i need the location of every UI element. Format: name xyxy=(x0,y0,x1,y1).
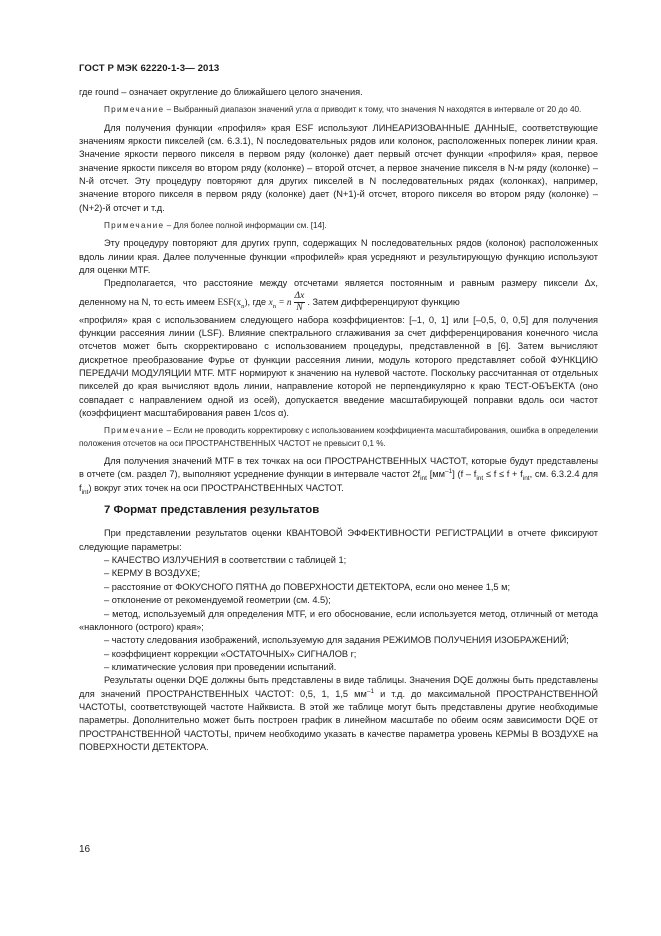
list-item: – КАЧЕСТВО ИЗЛУЧЕНИЯ в соответствии с таблицей 1; xyxy=(104,555,347,566)
dqe-sup: –1 xyxy=(366,687,375,695)
note-label: Примечание xyxy=(104,105,165,115)
note-1 xyxy=(79,104,598,116)
mtf-text-c: ] (f – f xyxy=(452,469,477,480)
sampling-text: Предполагается, что расстояние между отсчетами является постоянным и равным размеру пиксели Δx, деленному на N, то есть имеем xyxy=(79,278,598,307)
list-item: – климатические условия при проведении испытаний. xyxy=(104,661,337,672)
paragraph-esf: Для получения функции «профиля» края ESF используют ЛИНЕАРИЗОВАННЫЕ ДАННЫЕ, соответствующие значениям яркости пикселей (см. 6.3.1), N последовательных рядов или колонок, расположенных поперек линии края. Значение яркости первого пикселя в первом ряду (колонке) дает первый отсчет функции «профиля» края, первое значение яркости пикселя во втором ряду (колонке) – второй отсчет, а первое значение пикселя в N-м ряду (колонке) – N-й отсчет. Эту процедуру повторяют для других пикселей в N последовательных рядах (колонках), например, значение второго пикселя в первом ряду (колонке) дает (N+1)-й отсчет, второго пикселя во втором ряду (колонке) – (N+2)-й отсчет и т.д. xyxy=(79,122,598,213)
note-2-body: – Для более полной информации см. [14]. xyxy=(164,221,327,231)
formula-sub-n: n xyxy=(241,302,245,310)
formula-where: , где xyxy=(247,296,267,307)
formula-eq: = n xyxy=(276,297,292,308)
list-item: – частоту следования изображений, используемую для задания РЕЖИМОВ ПОЛУЧЕНИЯ ИЗОБРАЖЕНИЙ; xyxy=(104,635,569,646)
list-item: – коэффициент коррекции «ОСТАТОЧНЫХ» СИГНАЛОВ r; xyxy=(104,648,357,659)
paragraph-sampling xyxy=(79,277,598,313)
list-item: – метод, используемый для определения MTF, и его обоснование, если используется метод, отличный от метода «наклонного (острого) края»; xyxy=(79,608,598,632)
note-label: Примечание xyxy=(104,221,165,231)
formula-xn xyxy=(269,298,292,308)
note-2 xyxy=(79,220,598,232)
list-item: – расстояние от ФОКУСНОГО ПЯТНА до ПОВЕРХНОСТИ ДЕТЕКТОРА, если оно менее 1,5 м; xyxy=(104,581,511,592)
sampling-tail: . Затем дифференцируют функцию xyxy=(307,296,460,307)
formula-xn-sub: n xyxy=(272,302,277,310)
list-item: – отклонение от рекомендуемой геометрии (см. 4.5); xyxy=(104,595,331,606)
mtf-text-e: , см. 6.3.2.4 для f xyxy=(79,469,598,493)
mtf-text-d: ≤ f ≤ f + f xyxy=(483,469,523,480)
mtf-sup: –1 xyxy=(445,468,453,476)
note-1-body: – Выбранный диапазон значений угла α приводит к тому, что значения N находятся в интервале от 20 до 40. xyxy=(164,105,582,115)
formula-fraction xyxy=(294,291,306,314)
mtf-text-a: Для получения значений MTF в тех точках на оси ПРОСТРАНСТВЕННЫХ ЧАСТОТ, которые будут представлены в отчете (см. раздел 7), выполняют усреднение функции в интервале частот 2f xyxy=(79,456,598,480)
dqe-text-a: Результаты оценки DQE должны быть представлены в виде таблицы. Значения DQE должны быть представлены для значений ПРОСТРАНСТВЕННЫХ ЧАСТОТ: 0,5, 1, 1,5 мм xyxy=(79,675,598,699)
note-label: Примечание xyxy=(104,426,165,436)
mtf-sub-int: int xyxy=(476,475,484,483)
mtf-sub-int: int xyxy=(81,488,89,496)
mtf-text-f: ) вокруг этих точек на оси ПРОСТРАНСТВЕННЫХ ЧАСТОТ. xyxy=(88,482,344,493)
formula-esf xyxy=(217,298,247,308)
formula-close: ) xyxy=(244,297,248,308)
paragraph-repeat: Эту процедуру повторяют для других групп, содержащих N последовательных рядов (колонок) расположенных вдоль линии края. Далее полученные функции «профилей» края усредняют и результирующую функцию используют для оценки MTF. xyxy=(79,238,598,276)
page-body xyxy=(79,86,598,754)
list-item: – КЕРМУ В ВОЗДУХЕ; xyxy=(104,568,201,579)
note-3-body: – Если не проводить корректировку с использованием коэффициента масштабирования, ошибка в определении положения отсчетов на оси ПРОСТРАНСТВЕННЫХ ЧАСТОТ не превысит 0,1 %. xyxy=(79,426,598,448)
paragraph-round: где round – означает округление до ближайшего целого значения. xyxy=(79,87,363,97)
paragraph-mtf-averaging xyxy=(79,455,598,495)
mtf-text-b: [мм xyxy=(426,469,445,480)
paragraph-coefficients: «профиля» края с использованием следующего набора коэффициентов: [–1, 0, 1] или [–0,5, 0, 0,5] для получения функции рассеяния линии (LSF). Влияние спектрального сглаживания за счет дифференцирования конечного числа отсчетов может быть скорректировано с использованием процедуры, представленной в [6]. Затем вычисляют дискретное преобразование Фурье от функции рассеяния линии, модуль которого представляет собой ФУНКЦИЮ ПЕРЕДАЧИ МОДУЛЯЦИИ MTF. MTF нормируют к значению на нулевой частоте. Поскольку рассчитанная от отдельных пикселей до края вычисляют вдоль линии, направление которой не перпендикулярно к краю ТЕСТ-ОБЪЕКТА (оно совпадает с направлением одной из осей), допускается введение масштабирующей поправки вдоль оси частот (коэффициент масштабирования равен 1/cos α). xyxy=(79,314,598,419)
section-7-heading: 7 Формат представления результатов xyxy=(104,504,320,517)
paragraph-section-7: При представлении результатов оценки КВАНТОВОЙ ЭФФЕКТИВНОСТИ РЕГИСТРАЦИИ в отчете фиксируют следующие параметры: xyxy=(79,528,598,552)
document-header: ГОСТ Р МЭК 62220-1-3— 2013 xyxy=(79,63,220,74)
mtf-sub-int: int xyxy=(420,475,427,483)
fraction-numerator: Δx xyxy=(294,290,305,301)
fraction-denominator: N xyxy=(296,302,303,313)
page-number: 16 xyxy=(79,844,91,855)
formula-esf-fn: ESF(x xyxy=(217,297,242,308)
mtf-sub-int: int xyxy=(522,475,530,483)
dqe-text-b: и т.д. до максимальной ПРОСТРАНСТВЕННОЙ ЧАСТОТЫ, соответствующей частоте Найквиста. В этой же таблице могут быть представлены другие необходимые параметры. Дополнительно может быть построен график в линейном масштабе по обеим осям зависимости DQE от ПРОСТРАНСТВЕННОЙ ЧАСТОТЫ, причем необходимо указать в качестве параметра уровень КЕРМЫ В ВОЗДУХЕ на ПОВЕРХНОСТИ ДЕТЕКТОРА. xyxy=(79,688,598,752)
paragraph-dqe xyxy=(79,674,598,754)
note-3 xyxy=(79,425,598,450)
formula-xn-var: x xyxy=(268,297,273,308)
